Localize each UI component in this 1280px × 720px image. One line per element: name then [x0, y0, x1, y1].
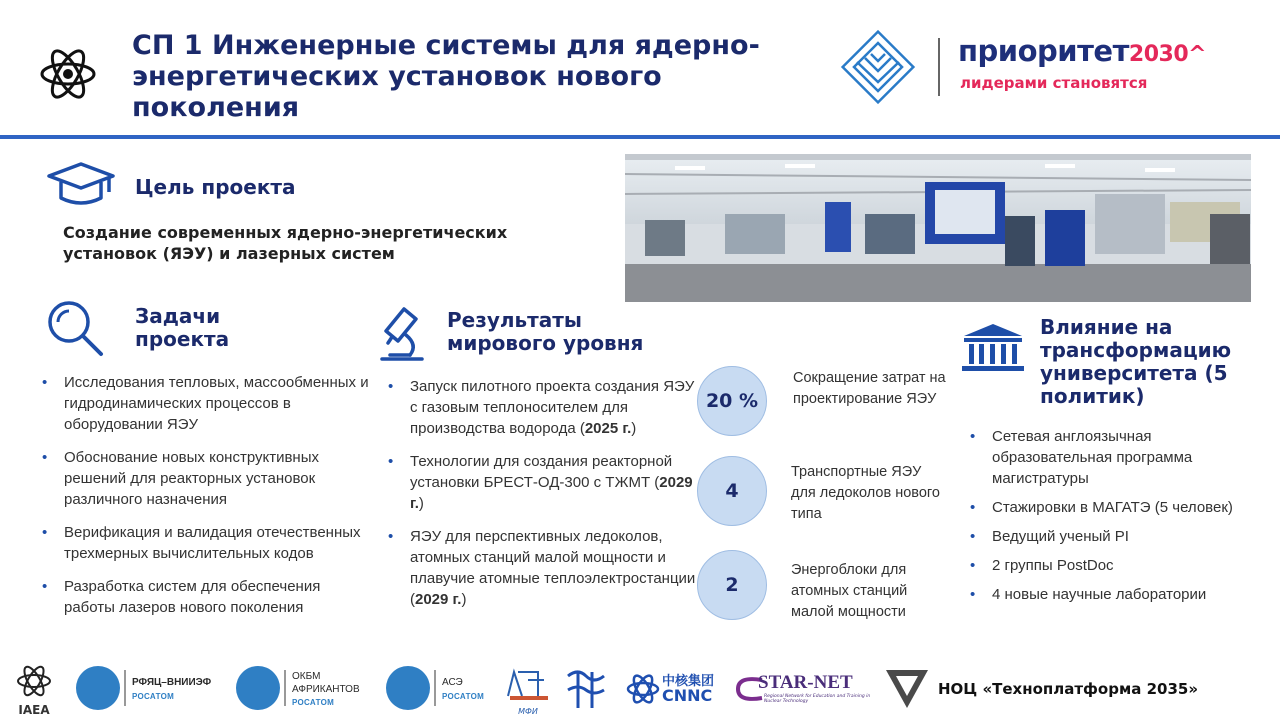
ase-name: АСЭ: [442, 677, 463, 688]
okbm-logo: [236, 666, 376, 714]
noc-label: НОЦ «Технoплатформа 2035»: [938, 680, 1199, 698]
list-item: • Исследования тепловых, массообменных и гидродинамических процессов в оборудовании ЯЭУ: [40, 372, 370, 435]
list-item: • ЯЭУ для перспективных ледоколов, атомных станций малой мощности и плавучие атомные теплоэлектростанции (2029 г.): [386, 526, 696, 610]
stat-text: Сокращение затрат на проектирование ЯЭУ: [793, 370, 946, 407]
swirl-logo: [562, 666, 612, 712]
graduation-cap-icon: [45, 160, 117, 210]
cnnc-cn-label: 中核集团: [662, 674, 715, 689]
rfyac-logo: [76, 666, 226, 714]
iaea-logo: [12, 664, 56, 716]
list-item: • Технологии для создания реакторной установки БРЕСТ-ОД-300 с ТЖМТ (2029 г.): [386, 451, 696, 514]
iaea-label: IAEA: [18, 703, 50, 717]
rosatom-icon: [236, 666, 280, 710]
stat-text: Транспортные ЯЭУ для ледоколов нового типа: [791, 464, 940, 522]
starnet-logo: [734, 670, 870, 710]
results-list: [386, 376, 696, 622]
rfyac-sub: РОСАТОМ: [132, 692, 175, 701]
priority-slogan: лидерами становятся: [960, 74, 1148, 92]
list-item: • 2 группы PostDoc: [968, 555, 1238, 576]
mfi-logo: [504, 666, 552, 714]
mfi-label: МФИ: [518, 707, 538, 716]
okbm-sub: РОСАТОМ: [292, 698, 335, 707]
cnnc-logo: [626, 670, 726, 710]
cnnc-label: CNNC: [662, 686, 713, 705]
list-item: • Верификация и валидация отечественных трехмерных вычислительных кодов: [40, 522, 370, 564]
priority-logo: приоритет2030^: [958, 34, 1207, 68]
list-item: • Разработка систем для обеспечения работы лазеров нового поколения: [40, 576, 370, 618]
list-item: • Обоснование новых конструктивных решений для реакторных установок различного назначения: [40, 447, 370, 510]
logo-divider: [124, 670, 126, 706]
university-building-icon: [960, 322, 1026, 372]
stat-circle: 20 %: [697, 366, 767, 436]
ase-sub: РОСАТОМ: [442, 692, 485, 701]
okbm-name: ОКБМ АФРИКАНТОВ: [292, 671, 360, 695]
list-item: • Сетевая англоязычная образовательная программа магистратуры: [968, 426, 1238, 489]
logo-separator: [938, 38, 940, 96]
rosatom-icon: [76, 666, 120, 710]
goal-title: Цель проекта: [135, 175, 296, 199]
logo-divider: [434, 670, 436, 706]
stat-circle: 4: [697, 456, 767, 526]
microscope-icon: [376, 305, 428, 363]
university-logo: [835, 24, 921, 110]
list-item: • 4 новые научные лаборатории: [968, 584, 1238, 605]
tasks-title: Задачи проекта: [135, 304, 230, 351]
results-title: Результаты мирового уровня: [447, 308, 644, 355]
technoplatform-triangle-icon: [884, 666, 930, 710]
list-item: • Запуск пилотного проекта создания ЯЭУ с газовым теплоносителем для производства водорода (2025 г.): [386, 376, 696, 439]
stat-text: Энергоблоки для атомных станций малой мощности: [791, 562, 908, 620]
page-title: СП 1 Инженерные системы для ядерно-энергетических установок нового поколения: [132, 30, 760, 123]
tasks-list: [40, 372, 370, 630]
list-item: • Стажировки в МАГАТЭ (5 человек): [968, 497, 1238, 518]
starnet-label: STAR-NET: [758, 672, 853, 693]
atom-icon: [38, 44, 98, 104]
rfyac-name: РФЯЦ–ВНИИЭФ: [132, 677, 212, 688]
impact-title: Влияние на трансформацию университета (5 политик): [1040, 315, 1232, 408]
impact-list: [968, 426, 1238, 613]
stat-circle: 2: [697, 550, 767, 620]
lab-panorama-photo: [625, 154, 1251, 302]
header-divider: [0, 135, 1280, 139]
goal-text: Создание современных ядерно-энергетических установок (ЯЭУ) и лазерных систем: [63, 223, 508, 263]
ase-logo: [386, 666, 496, 714]
rosatom-icon: [386, 666, 430, 710]
magnifier-icon: [45, 298, 107, 358]
list-item: • Ведущий ученый PI: [968, 526, 1238, 547]
logo-divider: [284, 670, 286, 706]
starnet-sub: Regional Network for Education and Training in Nuclear Technology: [764, 694, 871, 704]
